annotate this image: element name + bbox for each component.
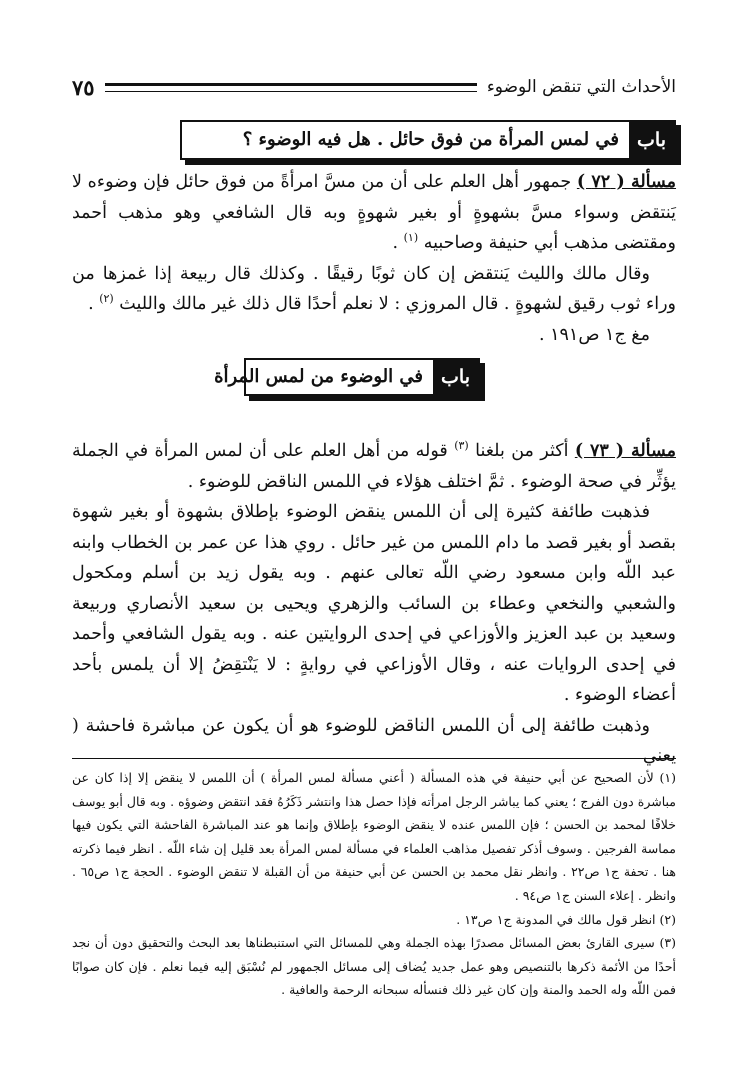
paragraph-text: قوله من أهل العلم على أن لمس المرأة في الجملة يؤثِّر في صحة الوضوء . ثمَّ اختلف هؤلاء في اللمس الناقض للوضوء . [72,441,676,492]
paragraph-text: . [88,294,100,314]
paragraph-text: وقال مالك والليث يَنتقض إن كان ثوبًا رقيقًا . وكذلك قال ربيعة إذا غمزها من وراء ثوب رقيق لشهوةٍ . قال المروزي : لا نعلم أحدًا قال ذلك غير مالك والليث [72,263,676,314]
source-reference [72,320,676,351]
bab-label: باب [433,360,478,394]
paragraph [72,497,676,711]
chapter-heading [180,120,676,160]
issue-paragraph [72,167,676,259]
issue-label: مسألة ( ٧٣ ) [574,441,676,461]
paragraph [72,711,676,772]
footnote-ref: (١) [403,231,419,245]
paragraph-text: مغ ج١ ص١٩١ . [538,324,650,345]
footnote-divider [72,758,676,759]
footnote: (١) لأن الصحيح عن أبي حنيفة في هذه المسألة ( أعني مسألة لمس المرأة ) أن اللمس لا ينقض إلا إذا كان عن مباشرة دون الفرج ؛ يعني كما يباشر الرجل امرأته فإذا حصل هذا وانتشر ذَكَرُهُ فقد انتقض وضوؤه . وبه قال أبو يوسف خلافًا لمحمد بن الحسن ؛ فإن اللمس عنده لا ينقض الوضوء بإطلاق وإنما هو عند المباشرة الفاحشة التي يكون فيها مماسة الفرجين . وسوف أذكر تفصيل مذاهب العلماء في مسألة لمس المرأة بعد قليل إن شاء اللّه . انظر فيما ذكرته هنا . تحفة ج١ ص٢٢ . وانظر نقل محمد بن الحسن عن أبي حنيفة من أن القبلة لا تنقض الوضوء . الحجة ج١ ص٦٥ . وانظر . إعلاء السنن ج١ ص٩٤ . [72,770,676,903]
page-number: ٧٥ [72,74,95,100]
chapter-title: في الوضوء من لمس المرأة [214,366,424,387]
header-rule [105,83,477,92]
paragraph-text: فذهبت طائفة كثيرة إلى أن اللمس ينقض الوضوء بإطلاق بشهوة أو بغير شهوة بقصد أو بغير قصد ما دام اللمس من غير حائل . روي هذا عن عمر بن الخطاب وابنه عبد اللّه وابن مسعود رضي اللّه تعالى عنهم . وبه يقول زيد بن أسلم ومكحول والشعبي والنخعي وعطاء بن السائب والزهري ويحيى بن سعيد الأنصاري وربيعة وسعيد بن عبد العزيز والأوزاعي في إحدى الروايتين عنه . وبه يقول الشافعي وأحمد في إحدى الروايات عنه ، وقال الأوزاعي في روايةٍ : لا يَنْتقِضُ إلا أن يلمس بأحد أعضاء الوضوء . [72,502,676,705]
chapter-heading [214,358,480,396]
paragraph [72,259,676,320]
footnote-ref: (٢) [99,292,114,306]
running-header [72,72,676,102]
section-body [72,436,676,772]
chapter-title: في لمس المرأة من فوق حائل . هل فيه الوضوء ؟ [242,129,620,150]
header-title: الأحداث التي تنقض الوضوء [486,77,676,97]
section-body [72,167,676,350]
bab-label: باب [629,122,674,158]
footnote: (٣) سيرى القارئ بعض المسائل مصدرًا بهذه الجملة وهي للمسائل التي استنبطناها بعد البحث والتحقيق دون أن نجد أحدًا من الأئمة ذكرها بالتنصيص وهو عمل جديد يُضاف إلى مسائل الجمهور لم نُسْبَق إليه فيما نعلم . فإن كان صوابًا فمن اللّه وله الحمد والمنة وإن كان غير ذلك فنسأله سبحانه الرحمة والعافية . [72,935,676,998]
paragraph-text: جمهور أهل العلم على أن من مسَّ امرأةً من فوق حائل فإن وضوءه لا يَنتقض وسواء مسَّ بشهوةٍ أو بغير شهوةٍ وبه قال الشافعي وهو مذهب أحمد ومقتضى مذهب أبي حنيفة وصاحبيه [72,172,676,253]
paragraph-text: وذهبت طائفة إلى أن اللمس الناقض للوضوء هو أن يكون عن مباشرة فاحشة ( يعني [72,715,676,766]
footnote: (٢) انظر قول مالك في المدونة ج١ ص١٣ . [456,911,676,927]
issue-label: مسألة ( ٧٢ ) [576,172,677,192]
paragraph-text: أكثر من بلغنا [475,441,575,461]
issue-paragraph [72,436,676,497]
paragraph-text: . [392,233,404,253]
footnotes [72,766,676,1002]
footnote-ref: (٣) [454,439,469,453]
